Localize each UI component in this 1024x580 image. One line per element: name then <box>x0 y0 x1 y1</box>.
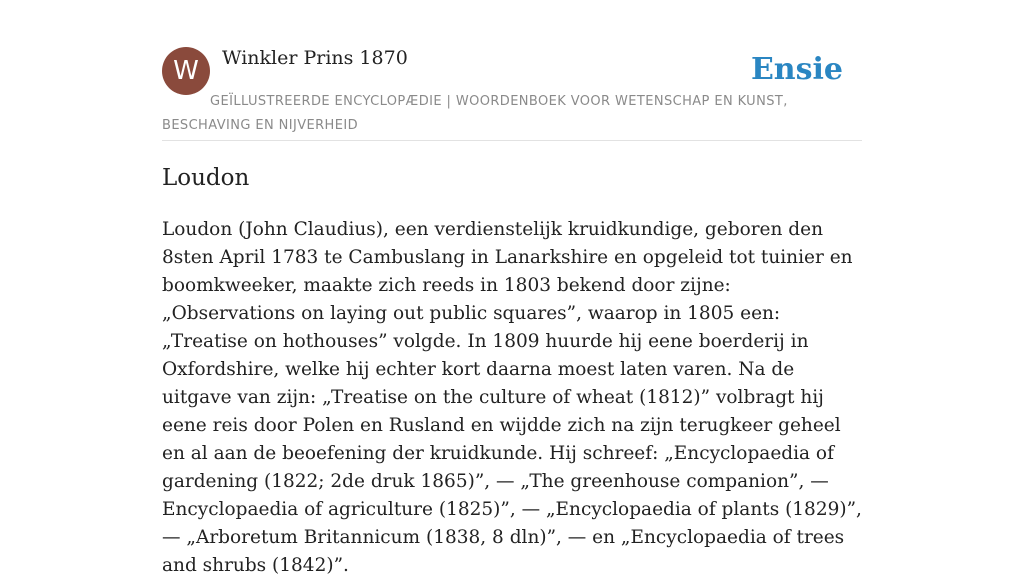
avatar[interactable]: W <box>162 47 210 95</box>
book-title[interactable]: Winkler Prins 1870 <box>222 47 408 69</box>
ensie-logo[interactable]: Ensie <box>750 52 843 87</box>
header <box>162 46 862 141</box>
entry-title: Loudon <box>162 165 250 191</box>
entry-body: Loudon (John Claudius), een verdienstelijk kruidkundige, geboren den 8sten April 1783 te Cambuslang in Lanarkshire en opgeleid tot tuinier en boomkweeker, maakte zich reeds in 1803 bekend door zijne: „Observations on laying out public squares”, waarop in 1805 een: „Treatise on hothouses” volgde. In 1809 huurde hij eene boerderij in Oxfordshire, welke hij echter kort daarna moest laten varen. Na de uitgave van zijn: „Treatise on the culture of wheat (1812)” volbragt hij eene reis door Polen en Rusland en wijdde zich na zijn terugkeer geheel en al aan de beoefening der kruidkunde. Hij schreef: „Encyclopaedia of gardening (1822; 2de druk 1865)”, — „The greenhouse companion”, — Encyclopaedia of agriculture (1825)”, — „Encyclopaedia of plants (1829)”, — „Arboretum Britannicum (1838, 8 dln)”, — en „Encyclopaedia of trees and shrubs (1842)”. <box>162 219 862 576</box>
book-subtitle: GEÏLLUSTREERDE ENCYCLOPÆDIE | WOORDENBOEK VOOR WETENSCHAP EN KUNST, BESCHAVING EN NIJVERHEID <box>162 94 788 133</box>
